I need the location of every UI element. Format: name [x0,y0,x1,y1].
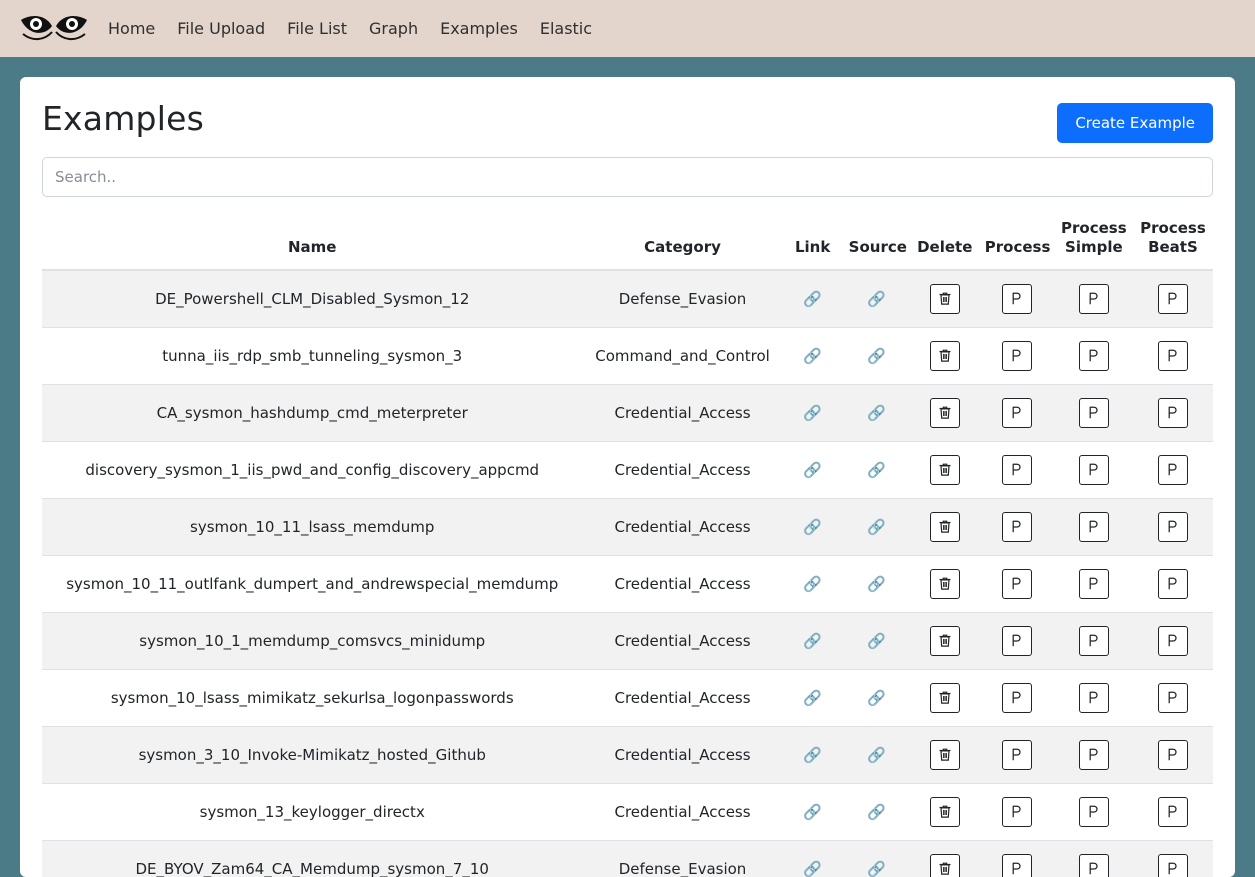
cell-category: Defense_Evasion [582,270,782,328]
process-button[interactable] [1002,626,1032,656]
delete-button[interactable] [930,512,960,542]
source-link-icon[interactable]: 🔗 [867,517,887,536]
process-beats-button[interactable] [1158,854,1188,877]
delete-button[interactable] [930,455,960,485]
process-button[interactable] [1002,569,1032,599]
source-link-icon[interactable]: 🔗 [867,745,887,764]
process-simple-button[interactable] [1079,797,1109,827]
cell-name: sysmon_10_1_memdump_comsvcs_minidump [42,612,582,669]
process-simple-button[interactable] [1079,512,1109,542]
link-icon[interactable]: 🔗 [803,289,822,308]
cell-category: Credential_Access [582,498,782,555]
process-simple-button[interactable] [1079,569,1109,599]
source-link-icon[interactable]: 🔗 [867,289,887,308]
process-button[interactable] [1002,398,1032,428]
table-row [42,327,1213,384]
examples-card [20,77,1235,877]
column-header-process-simple [1055,213,1133,270]
column-header-category[interactable]: Category [582,213,782,270]
process-beats-button[interactable] [1158,455,1188,485]
navbar [0,0,1255,57]
column-header-process: Process [979,213,1055,270]
column-header-process-beats-line2: BeatS [1148,237,1198,256]
link-icon[interactable]: 🔗 [803,745,822,764]
link-icon[interactable]: 🔗 [803,859,822,877]
link-icon[interactable]: 🔗 [803,460,822,479]
link-icon[interactable]: 🔗 [803,403,822,422]
delete-button[interactable] [930,740,960,770]
process-button[interactable] [1002,512,1032,542]
process-beats-button[interactable] [1158,740,1188,770]
page-body [0,57,1255,877]
cell-category: Credential_Access [582,441,782,498]
delete-button[interactable] [930,569,960,599]
create-example-button[interactable]: Create Example [1057,103,1213,143]
process-button[interactable] [1002,341,1032,371]
source-link-icon[interactable]: 🔗 [867,859,887,877]
delete-button[interactable] [930,683,960,713]
nav-link-file-list[interactable]: File List [287,19,347,38]
examples-table [42,213,1213,877]
process-beats-button[interactable] [1158,569,1188,599]
source-link-icon[interactable]: 🔗 [867,403,887,422]
cell-name: tunna_iis_rdp_smb_tunneling_sysmon_3 [42,327,582,384]
table-row [42,726,1213,783]
process-simple-button[interactable] [1079,854,1109,877]
process-beats-button[interactable] [1158,341,1188,371]
process-button[interactable] [1002,740,1032,770]
table-row [42,555,1213,612]
delete-button[interactable] [930,284,960,314]
cell-name: sysmon_10_11_lsass_memdump [42,498,582,555]
process-beats-button[interactable] [1158,512,1188,542]
source-link-icon[interactable]: 🔗 [867,346,887,365]
page-title: Examples [42,99,204,138]
process-simple-button[interactable] [1079,455,1109,485]
source-link-icon[interactable]: 🔗 [867,574,887,593]
column-header-name[interactable]: Name [42,213,582,270]
process-simple-button[interactable] [1079,683,1109,713]
cell-category: Credential_Access [582,783,782,840]
process-simple-button[interactable] [1079,626,1109,656]
cell-name: sysmon_13_keylogger_directx [42,783,582,840]
cell-name: sysmon_10_11_outlfank_dumpert_and_andrewspecial_memdump [42,555,582,612]
delete-button[interactable] [930,626,960,656]
nav-link-examples[interactable]: Examples [440,19,518,38]
nav-link-home[interactable]: Home [108,19,156,38]
nav-link-graph[interactable]: Graph [369,19,419,38]
table-row [42,783,1213,840]
link-icon[interactable]: 🔗 [803,631,822,650]
source-link-icon[interactable]: 🔗 [867,802,887,821]
table-row [42,498,1213,555]
delete-button[interactable] [930,854,960,877]
process-button[interactable] [1002,284,1032,314]
column-header-process-beats-line1: Process [1140,219,1206,237]
cell-category: Defense_Evasion [582,840,782,877]
cell-name: DE_BYOV_Zam64_CA_Memdump_sysmon_7_10 [42,840,582,877]
cell-name: discovery_sysmon_1_iis_pwd_and_config_discovery_appcmd [42,441,582,498]
cell-category: Credential_Access [582,612,782,669]
column-header-source: Source [843,213,911,270]
cell-category: Command_and_Control [582,327,782,384]
table-header-row [42,213,1213,270]
table-row [42,270,1213,328]
link-icon[interactable]: 🔗 [803,517,822,536]
process-simple-button[interactable] [1079,740,1109,770]
search-input[interactable] [42,157,1213,197]
link-icon[interactable]: 🔗 [803,574,822,593]
link-icon[interactable]: 🔗 [803,802,822,821]
process-button[interactable] [1002,854,1032,877]
cell-category: Credential_Access [582,669,782,726]
process-button[interactable] [1002,683,1032,713]
process-beats-button[interactable] [1158,284,1188,314]
cell-name: CA_sysmon_hashdump_cmd_meterpreter [42,384,582,441]
delete-button[interactable] [930,398,960,428]
owl-eyes-logo[interactable] [18,11,90,47]
process-simple-button[interactable] [1079,341,1109,371]
process-simple-button[interactable] [1079,284,1109,314]
cell-name: sysmon_3_10_Invoke-Mimikatz_hosted_Github [42,726,582,783]
delete-button[interactable] [930,797,960,827]
table-header [42,213,1213,270]
cell-name: DE_Powershell_CLM_Disabled_Sysmon_12 [42,270,582,328]
delete-button[interactable] [930,341,960,371]
link-icon[interactable]: 🔗 [803,346,822,365]
table-body [42,270,1213,877]
nav-link-file-upload[interactable]: File Upload [177,19,266,38]
process-beats-button[interactable] [1158,626,1188,656]
nav-link-elastic[interactable]: Elastic [539,19,593,38]
column-header-process-simple-line1: Process [1061,219,1127,237]
source-link-icon[interactable]: 🔗 [867,688,887,707]
table-row [42,441,1213,498]
nav-links [108,19,592,38]
table-row [42,612,1213,669]
search-wrapper [42,157,1213,197]
link-icon[interactable]: 🔗 [803,688,822,707]
source-link-icon[interactable]: 🔗 [867,631,887,650]
cell-category: Credential_Access [582,555,782,612]
column-header-delete: Delete [911,213,979,270]
cell-category: Credential_Access [582,726,782,783]
process-button[interactable] [1002,455,1032,485]
process-beats-button[interactable] [1158,683,1188,713]
column-header-process-simple-line2: Simple [1065,237,1123,256]
process-simple-button[interactable] [1079,398,1109,428]
table-row [42,384,1213,441]
cell-name: sysmon_10_lsass_mimikatz_sekurlsa_logonpasswords [42,669,582,726]
card-header [42,99,1213,143]
process-button[interactable] [1002,797,1032,827]
column-header-process-beats [1133,213,1213,270]
table-row [42,669,1213,726]
source-link-icon[interactable]: 🔗 [867,460,887,479]
table-row [42,840,1213,877]
column-header-link: Link [783,213,843,270]
cell-category: Credential_Access [582,384,782,441]
process-beats-button[interactable] [1158,797,1188,827]
process-beats-button[interactable] [1158,398,1188,428]
